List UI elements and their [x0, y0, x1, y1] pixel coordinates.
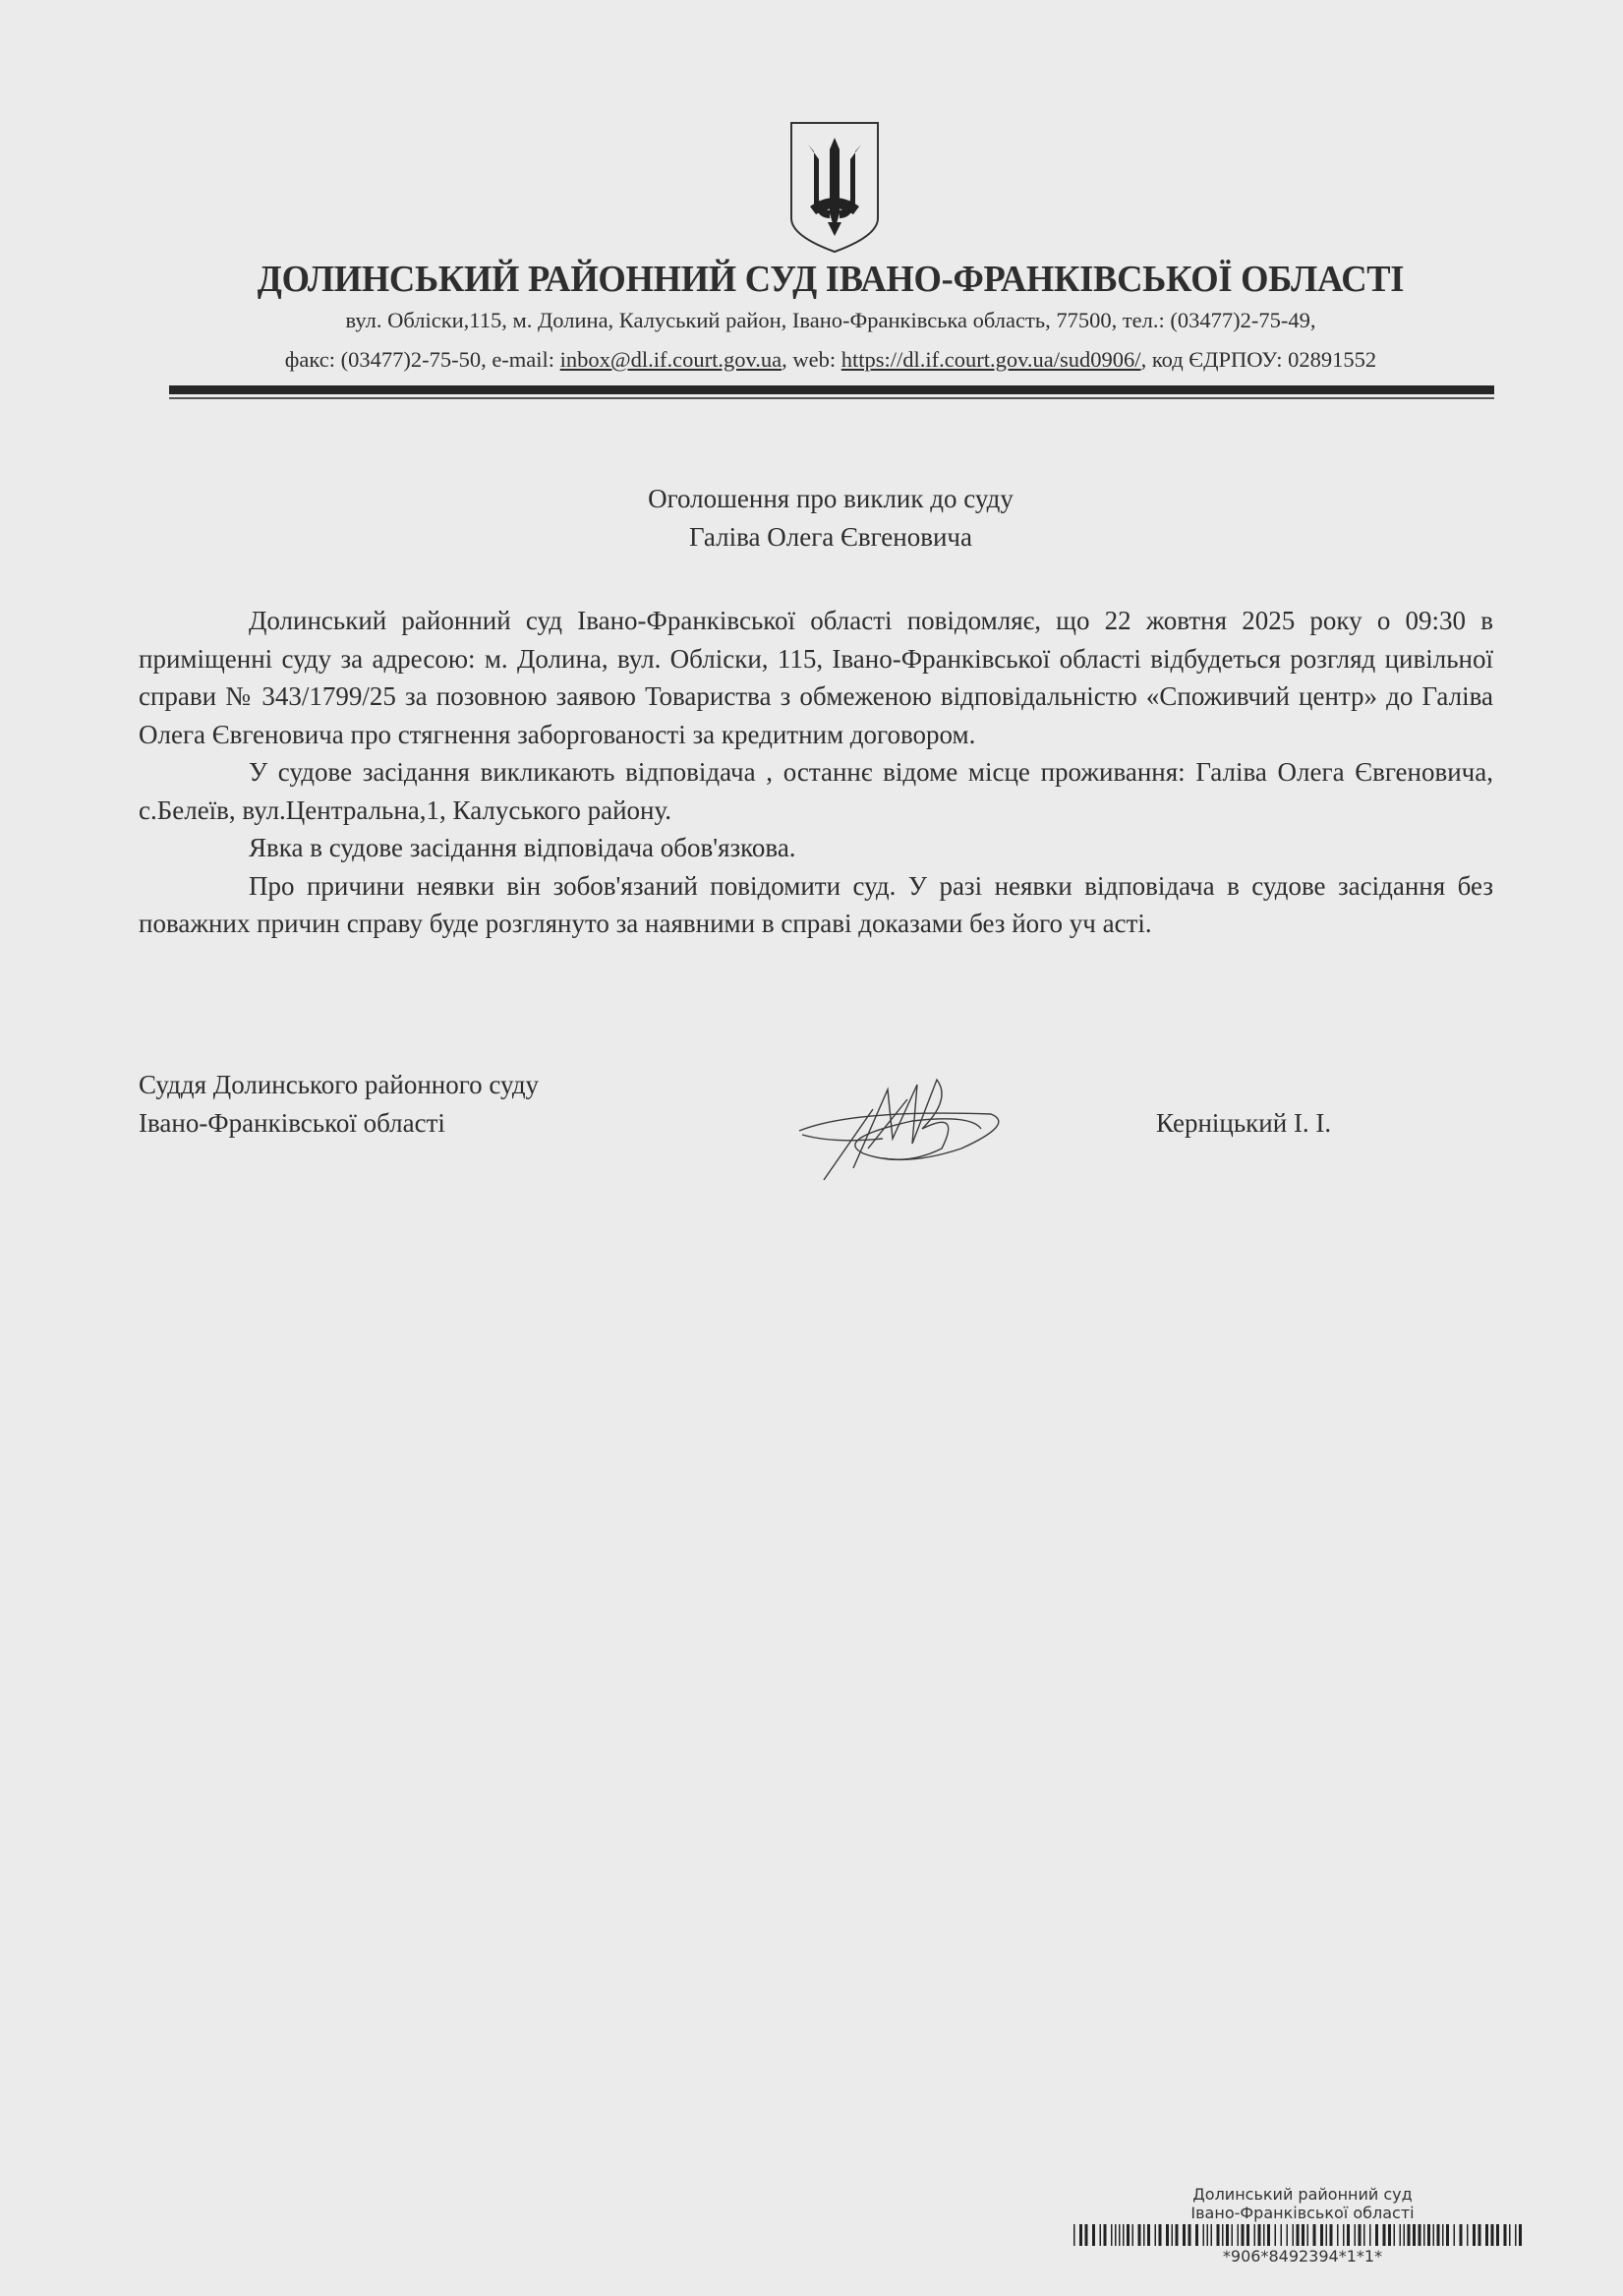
barcode-bar: [1504, 2224, 1507, 2246]
barcode-bar: [1509, 2224, 1511, 2246]
website-link[interactable]: https://dl.if.court.gov.ua/sud0906/: [840, 347, 1141, 372]
barcode-bar: [1143, 2224, 1145, 2246]
barcode-bar: [1287, 2224, 1289, 2246]
barcode-bar: [1155, 2224, 1157, 2246]
barcode-bar: [1159, 2224, 1162, 2246]
barcode-bar: [1473, 2224, 1476, 2246]
barcode-bar: [1147, 2224, 1150, 2246]
barcode: [1073, 2224, 1529, 2246]
court-name-heading: ДОЛИНСЬКИЙ РАЙОННИЙ СУД ІВАНО-ФРАНКІВСЬКОЇ ОБЛАСТІ: [257, 259, 1405, 300]
barcode-bar: [1400, 2224, 1402, 2246]
barcode-bar: [1188, 2224, 1191, 2246]
barcode-number: *906*8492394*1*1*: [1222, 2247, 1383, 2266]
barcode-bar: [1442, 2224, 1444, 2246]
barcode-bar: [1347, 2224, 1350, 2246]
court-address: вул. Обліски,115, м. Долина, Калуський район, Івано-Франківська область, 77500, тел.: (03477)2-75-49,: [345, 308, 1316, 332]
barcode-bar: [1222, 2224, 1224, 2246]
barcode-bar: [1302, 2224, 1304, 2246]
barcode-bar: [1313, 2224, 1316, 2246]
barcode-bar: [1437, 2224, 1440, 2246]
barcode-bar: [1203, 2224, 1205, 2246]
barcode-bar: [1073, 2224, 1075, 2246]
barcode-bar: [1246, 2224, 1249, 2246]
barcode-bar: [1293, 2224, 1295, 2246]
barcode-bar: [1326, 2224, 1328, 2246]
barcode-bar: [1491, 2224, 1494, 2246]
barcode-bar: [1419, 2224, 1421, 2246]
barcode-bar: [1355, 2224, 1357, 2246]
barcode-bar: [1138, 2224, 1141, 2246]
barcode-bar: [1258, 2224, 1261, 2246]
barcode-bar: [1454, 2224, 1456, 2246]
barcode-bar: [1119, 2224, 1121, 2246]
barcode-bar: [1478, 2224, 1481, 2246]
barcode-bar: [1254, 2224, 1256, 2246]
barcode-bar: [1092, 2224, 1095, 2246]
barcode-bar: [1330, 2224, 1333, 2246]
barcode-bar: [1232, 2224, 1234, 2246]
barcode-bar: [1115, 2224, 1117, 2246]
barcode-bar: [1207, 2224, 1209, 2246]
barcode-bar: [1423, 2224, 1425, 2246]
judge-position-line2: Івано-Франківської області: [139, 1108, 445, 1138]
edrpou-code: , код ЄДРПОУ: 02891552: [1140, 347, 1377, 372]
stamp-region: Івано-Франківської області: [1190, 2204, 1415, 2222]
barcode-bar: [1172, 2224, 1174, 2246]
barcode-bar: [1383, 2224, 1386, 2246]
barcode-bar: [1515, 2224, 1517, 2246]
barcode-bar: [1460, 2224, 1463, 2246]
barcode-bar: [1226, 2224, 1229, 2246]
barcode-bar: [1394, 2224, 1396, 2246]
barcode-bar: [1388, 2224, 1391, 2246]
barcode-bar: [1297, 2224, 1300, 2246]
judge-name: Керніцький І. І.: [1156, 1108, 1332, 1138]
header-divider-thin: [169, 397, 1494, 399]
barcode-bar: [1127, 2224, 1130, 2246]
handwritten-signature: [794, 1070, 1015, 1183]
barcode-bar: [1275, 2224, 1277, 2246]
coat-of-arms-icon: [788, 120, 881, 255]
barcode-bar: [1467, 2224, 1469, 2246]
barcode-bar: [1195, 2224, 1198, 2246]
barcode-bar: [1100, 2224, 1102, 2246]
barcode-bar: [1211, 2224, 1213, 2246]
header-divider: [169, 385, 1494, 394]
notice-body: [139, 602, 1493, 943]
barcode-bar: [1176, 2224, 1179, 2246]
barcode-bar: [1281, 2224, 1283, 2246]
paragraph: Явка в судове засідання відповідача обов'язкова.: [249, 833, 796, 862]
barcode-bar: [1307, 2224, 1309, 2246]
barcode-bar: [1413, 2224, 1416, 2246]
judge-position-line1: Суддя Долинського районного суду: [139, 1070, 540, 1099]
paragraph: Про причини неявки він зобов'язаний повідомити суд. У разі неявки відповідача в судове засідання без поважних причин справу буде розглянуто за наявними в справі доказами без його уч асті.: [139, 870, 1493, 938]
web-label: , web:: [782, 347, 841, 372]
paragraph: Долинський районний суд Івано-Франківської області повідомляє, що 22 жовтня 2025 року о 09:30 в приміщенні суду за адресою: м. Долина, вул. Обліски, 115, Івано-Франківської області відбудеться розгляд цивільної справи № 343/1799/25 за позовною заявою Товариства з обмеженою відповідальністю «Споживчий центр» до Галіва Олега Євгеновича про стягнення заборгованості за кредитним договором.: [139, 606, 1493, 749]
barcode-bar: [1446, 2224, 1449, 2246]
barcode-bar: [1079, 2224, 1082, 2246]
barcode-bar: [1363, 2224, 1365, 2246]
barcode-bar: [1433, 2224, 1435, 2246]
email-link[interactable]: inbox@dl.if.court.gov.ua: [559, 347, 783, 372]
barcode-bar: [1369, 2224, 1371, 2246]
barcode-bar: [1320, 2224, 1323, 2246]
barcode-bar: [1263, 2224, 1265, 2246]
barcode-bar: [1132, 2224, 1134, 2246]
barcode-bar: [1485, 2224, 1488, 2246]
barcode-bar: [1267, 2224, 1270, 2246]
barcode-bar: [1217, 2224, 1220, 2246]
barcode-bar: [1343, 2224, 1345, 2246]
barcode-bar: [1111, 2224, 1113, 2246]
barcode-bar: [1183, 2224, 1186, 2246]
barcode-bar: [1166, 2224, 1169, 2246]
stamp-court-name: Долинський районний суд: [1192, 2185, 1413, 2204]
barcode-bar: [1375, 2224, 1378, 2246]
barcode-bar: [1238, 2224, 1240, 2246]
paragraph: У судове засідання викликають відповідача , останнє відоме місце проживання: Галіва Олега Євгеновича, с.Белеїв, вул.Центральна,1, Калуського району.: [139, 757, 1493, 825]
notice-subtitle: Галіва Олега Євгеновича: [688, 522, 972, 552]
barcode-bar: [1359, 2224, 1362, 2246]
fax-label: факс: (03477)2-75-50, e-mail:: [284, 347, 560, 372]
notice-title: Оголошення про виклик до суду: [648, 484, 1014, 513]
barcode-bar: [1496, 2224, 1499, 2246]
barcode-bar: [1519, 2224, 1522, 2246]
barcode-bar: [1337, 2224, 1339, 2246]
barcode-bar: [1085, 2224, 1088, 2246]
barcode-bar: [1408, 2224, 1411, 2246]
barcode-bar: [1123, 2224, 1125, 2246]
barcode-bar: [1104, 2224, 1107, 2246]
barcode-bar: [1427, 2224, 1430, 2246]
court-contacts: [147, 347, 1514, 373]
barcode-bar: [1242, 2224, 1245, 2246]
barcode-bar: [1404, 2224, 1406, 2246]
